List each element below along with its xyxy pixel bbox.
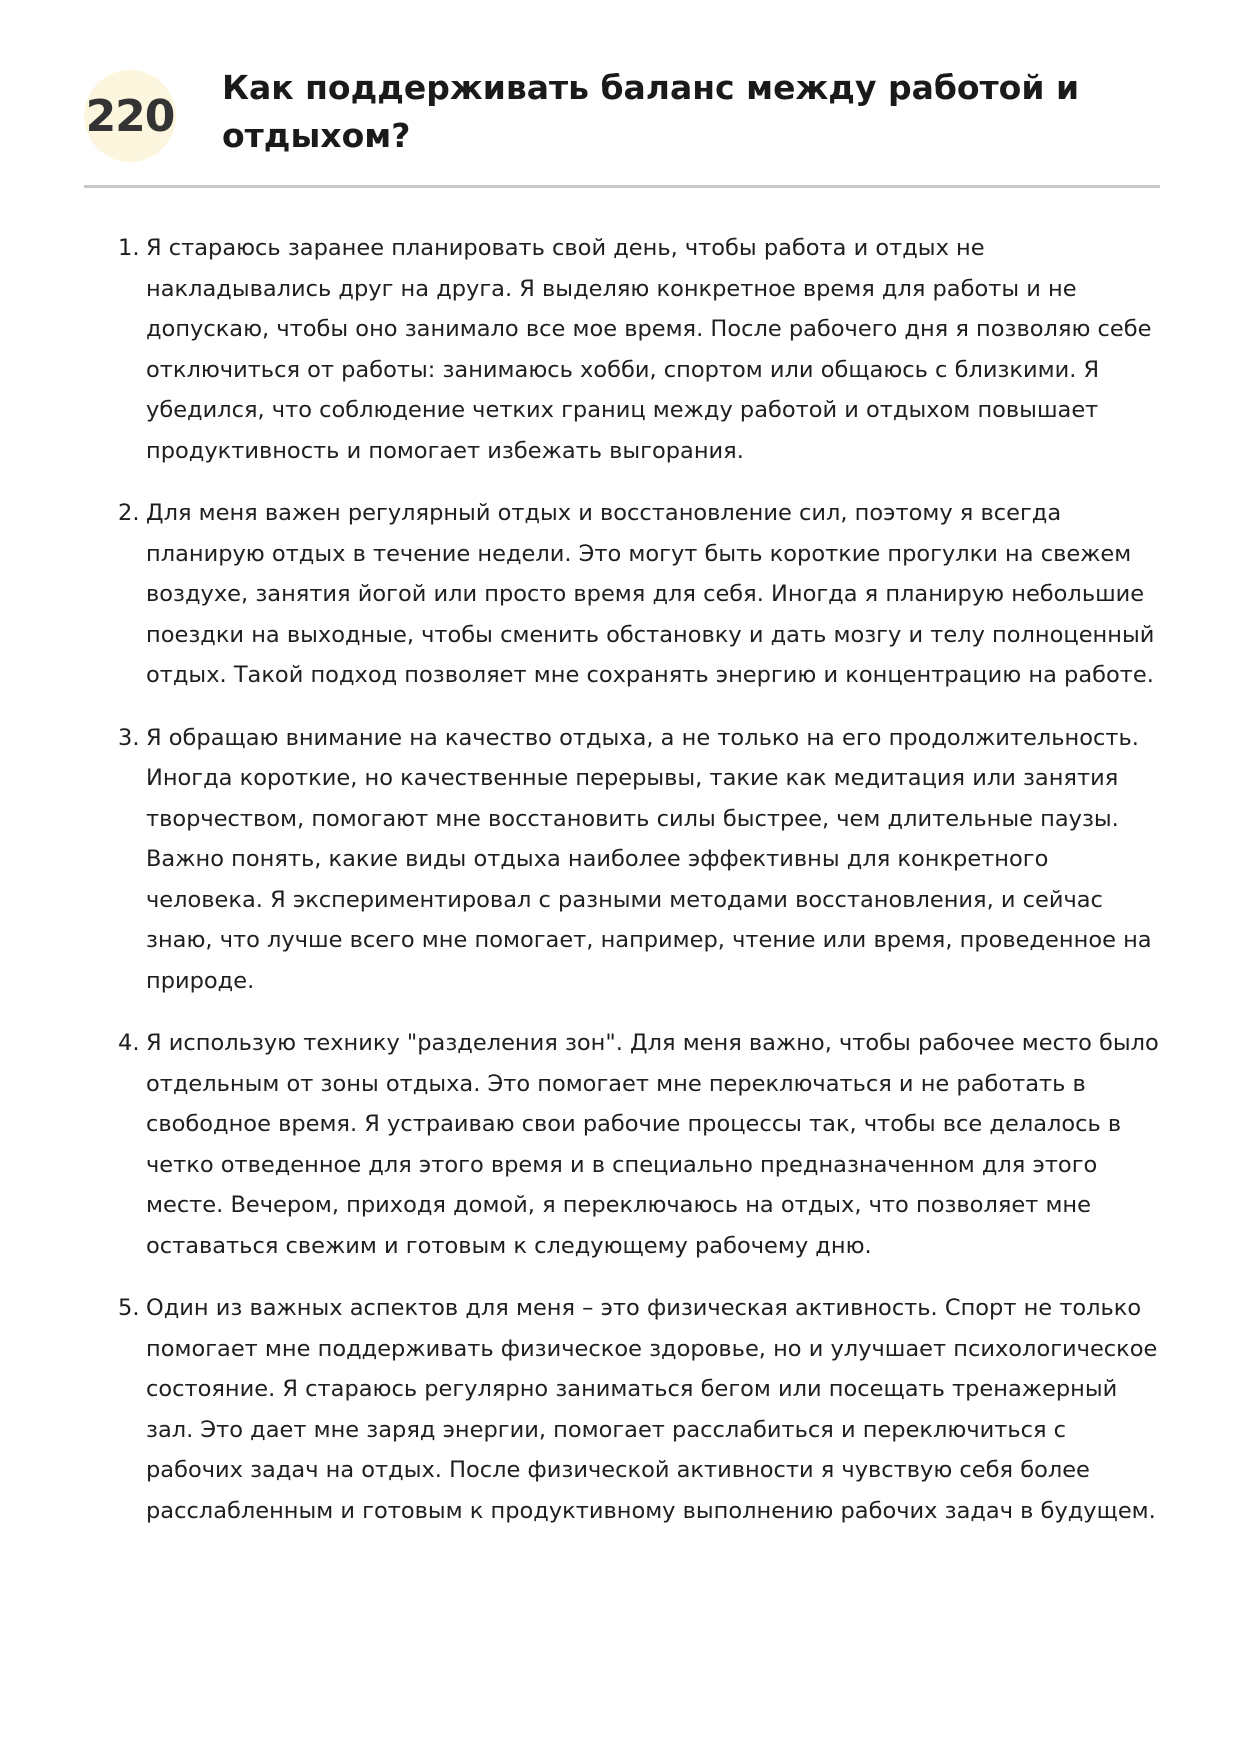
list-item-number: 4. [118,1030,140,1056]
list-item [118,228,1160,471]
list-item-text: Один из важных аспектов для меня – это физическая активность. Спорт не только помогает мне поддерживать физическое здоровье, но и улучшает психологическое состояние. Я стараюсь регулярно заниматься бегом или посещать тренажерный зал. Это дает мне заряд энергии, помогает расслабиться и переключиться с рабочих задач на отдых. После физической активности я чувствую себя более расслабленным и готовым к продуктивному выполнению рабочих задач в будущем. [146,1295,1158,1524]
list-item [118,493,1160,696]
list-item-number: 1. [118,235,140,261]
page-header [84,58,1160,188]
list-item-text: Для меня важен регулярный отдых и восстановление сил, поэтому я всегда планирую отдых в течение недели. Это могут быть короткие прогулки на свежем воздухе, занятия йогой или просто время для себя. Иногда я планирую небольшие поездки на выходные, чтобы сменить обстановку и дать мозгу и телу полноценный отдых. Такой подход позволяет мне сохранять энергию и концентрацию на работе. [146,500,1155,688]
list-item-number: 5. [118,1295,140,1321]
list-item-text: Я стараюсь заранее планировать свой день, чтобы работа и отдых не накладывались друг на друга. Я выделяю конкретное время для работы и не допускаю, чтобы оно занимало все мое время. После рабочего дня я позволяю себе отключиться от работы: занимаюсь хобби, спортом или общаюсь с близкими. Я убедился, что соблюдение четких границ между работой и отдыхом повышает продуктивность и помогает избежать выгорания. [146,235,1152,464]
list-item [118,718,1160,1002]
list-item-text: Я обращаю внимание на качество отдыха, а не только на его продолжительность. Иногда короткие, но качественные перерывы, такие как медитация или занятия творчеством, помогают мне восстановить силы быстрее, чем длительные паузы. Важно понять, какие виды отдыха наиболее эффективны для конкретного человека. Я экспериментировал с разными методами восстановления, и сейчас знаю, что лучше всего мне помогает, например, чтение или время, проведенное на природе. [146,724,1152,994]
page-title: Как поддерживать баланс между работой и отдыхом? [222,68,1080,155]
question-number-badge: 220 [84,70,176,162]
list-item [118,1288,1160,1531]
list-item-number: 2. [118,500,140,526]
list-item-text: Я использую технику "разделения зон". Для меня важно, чтобы рабочее место было отдельным от зоны отдыха. Это помогает мне переключаться и не работать в свободное время. Я устраиваю свои рабочие процессы так, чтобы все делалось в четко отведенное для этого время и в специально предназначенном для этого месте. Вечером, приходя домой, я переключаюсь на отдых, что позволяет мне оставаться свежим и готовым к следующему рабочему дню. [146,1030,1159,1259]
list-item [118,1023,1160,1266]
list-item-number: 3. [118,724,140,751]
answer-list [118,228,1160,1553]
